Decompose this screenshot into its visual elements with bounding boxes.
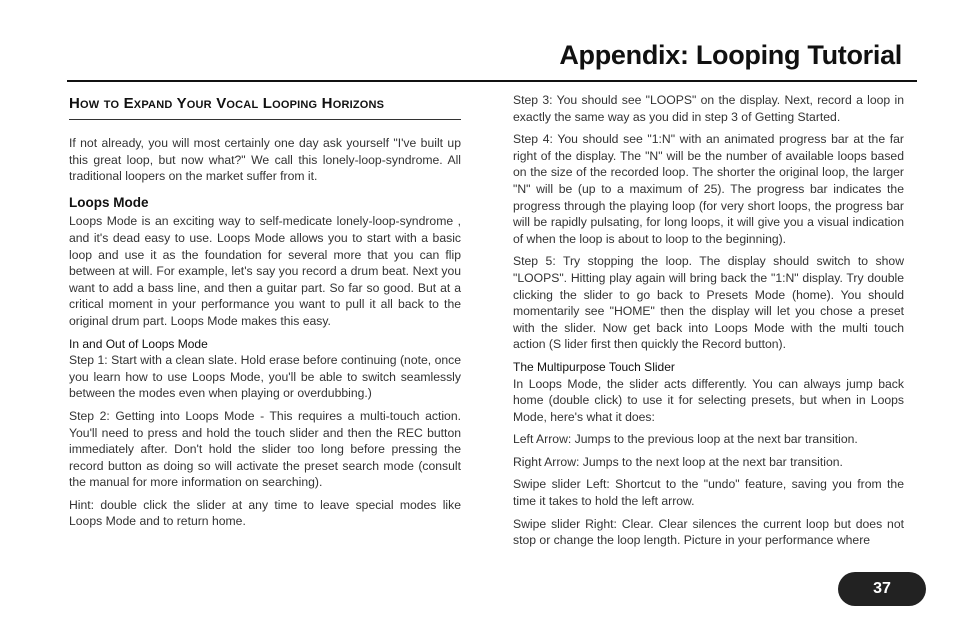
left-column [69,92,461,536]
slider-intro-paragraph: In Loops Mode, the slider acts differently. You can always jump back home (double click) to use it for selecting presets, but when in Loops Mode, here's what it does: [513,376,904,424]
step4-paragraph: Step 4: You should see "1:N" with an animated progress bar at the far right of the display. The "N" will be the number of available loops based on the size of the recorded loop. The shorter the original loop, the larger "N" will be (up to a maximum of 25). The progress bar indicates the progress through the playing loop (for very short loops, the progress bar will be rapidly pulsating, for long loops, it will give you a visual indication of when the loop is about to loop to the beginning). [513,132,904,246]
title-divider [67,80,917,82]
loops-mode-paragraph: Loops Mode is an exciting way to self-medicate lonely-loop-syndrome , and it's dead easy to use. Loops Mode allows you to start with a basic loop and use it as the foundation for several more that you can flip between at will. For example, let's say you record a drum beat. Next you want to add a bass line, and then a guitar part. So far so good. But at a critical moment in your performance you want to pull it all back to the original drum part. Loops Mode makes this easy. [69,214,461,328]
intro-paragraph: If not already, you will most certainly one day ask yourself "I've built up this great loop, but now what?" We call this lonely-loop-syndrome. All traditional loopers on the market suffer from it. [69,136,461,184]
swipe-left-paragraph: Swipe slider Left: Shortcut to the "undo" feature, saving you from the time it takes to hold the left arrow. [513,477,904,509]
step1-paragraph: Step 1: Start with a clean slate. Hold erase before continuing (note, once you learn how to use Loops Mode, you'll be able to switch seamlessly between the modes even when playing or overdubbing.) [69,353,461,401]
right-arrow-paragraph: Right Arrow: Jumps to the next loop at the next bar transition. [513,454,843,469]
swipe-right-paragraph: Swipe slider Right: Clear. Clear silences the current loop but does not stop or change the loop length. Picture in your performance where [513,516,904,548]
step2-paragraph: Step 2: Getting into Loops Mode - This requires a multi-touch action. You'll need to press and hold the touch slider and then the REC button immediately after. Don't hold the slider too long before pressing the record button as doing so will activate the preset search mode (consult the manual for more information on searching). [69,408,461,490]
slider-heading: The Multipurpose Touch Slider [513,359,675,374]
right-column [513,92,904,555]
hint-paragraph: Hint: double click the slider at any time to leave special modes like Loops Mode and to return home. [69,497,461,529]
step5-paragraph: Step 5: Try stopping the loop. The display should switch to show "LOOPS". Hitting play again will bring back the "1:N" display. Try double clicking the slider to go back to Presets Mode (home). You should momentarily see "HOME" then the display will let you chose a preset with the slider. Now get back into Loops Mode with the multi touch action (S lider first then quickly the Record button). [513,254,904,352]
section-heading: How to Expand Your Vocal Looping Horizons [69,95,385,112]
section-divider [69,119,461,120]
step3-paragraph: Step 3: You should see "LOOPS" on the display. Next, record a loop in exactly the same way as you did in step 3 of Getting Started. [513,93,904,124]
page-number-badge: 37 [838,572,926,606]
loops-mode-heading: Loops Mode [69,194,149,210]
in-out-heading: In and Out of Loops Mode [69,336,208,351]
page-title: Appendix: Looping Tutorial [559,40,902,70]
left-arrow-paragraph: Left Arrow: Jumps to the previous loop at the next bar transition. [513,432,858,447]
